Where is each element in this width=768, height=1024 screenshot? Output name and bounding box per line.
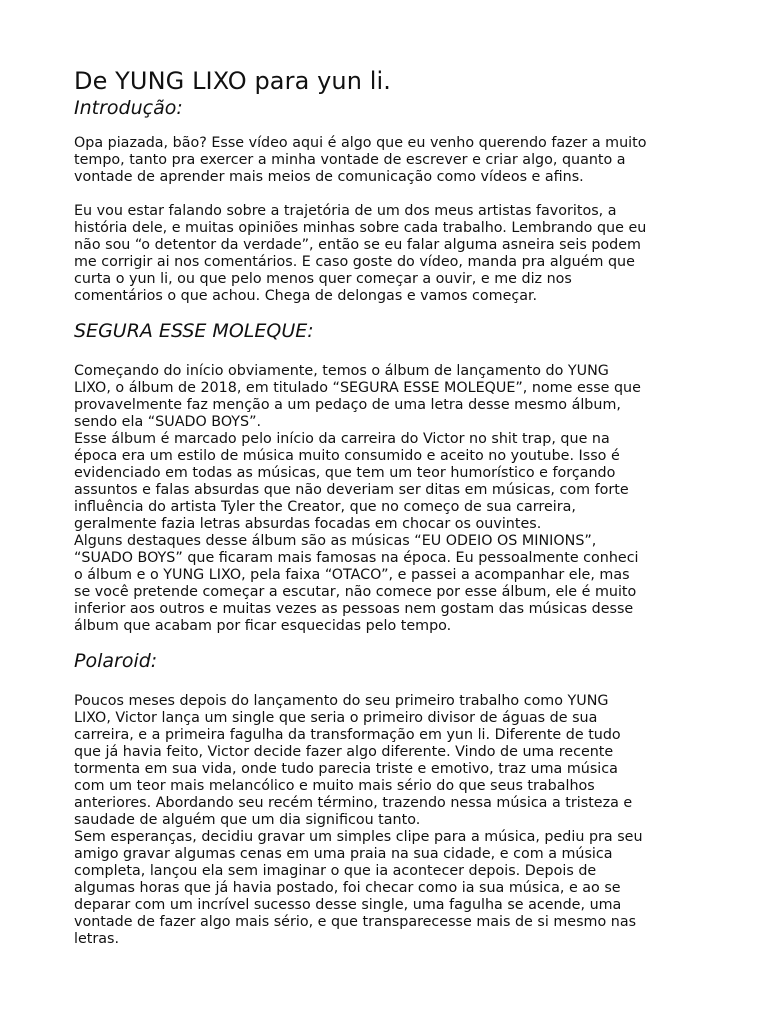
text-line: inferior aos outros e muitas vezes as pessoas nem gostam das músicas desse bbox=[74, 601, 634, 617]
text-line: Esse álbum é marcado pelo início da carreira do Victor no shit trap, que na bbox=[74, 431, 610, 447]
text-line: curta o yun li, ou que pelo menos quer começar a ouvir, e me diz nos bbox=[74, 271, 572, 287]
text-line: Eu vou estar falando sobre a trajetória de um dos meus artistas favoritos, a bbox=[74, 203, 617, 219]
text-line: sendo ela “SUADO BOYS”. bbox=[74, 414, 262, 430]
text-line: Começando do início obviamente, temos o álbum de lançamento do YUNG bbox=[74, 363, 609, 379]
section-1-paragraph bbox=[74, 363, 698, 635]
text-line: tormenta em sua vida, onde tudo parecia triste e emotivo, traz uma música bbox=[74, 761, 618, 777]
text-line: evidenciado em todas as músicas, que tem um teor humorístico e forçando bbox=[74, 465, 616, 481]
text-line: não sou “o detentor da verdade”, então se eu falar alguma asneira seis podem bbox=[74, 237, 641, 253]
text-line: deparar com um incrível sucesso desse single, uma fagulha se acende, uma bbox=[74, 897, 622, 913]
section-heading-polaroid: Polaroid: bbox=[74, 650, 158, 672]
text-line: época era um estilo de música muito consumido e aceito no youtube. Isso é bbox=[74, 448, 620, 464]
text-line: “SUADO BOYS” que ficaram mais famosas na época. Eu pessoalmente conheci bbox=[74, 550, 639, 566]
text-line: letras. bbox=[74, 931, 120, 947]
text-line: álbum que acabam por ficar esquecidas pelo tempo. bbox=[74, 618, 452, 634]
intro-paragraph-1 bbox=[74, 135, 698, 186]
text-line: comentários o que achou. Chega de delongas e vamos começar. bbox=[74, 288, 538, 304]
document-body bbox=[74, 66, 698, 948]
text-line: anteriores. Abordando seu recém término, trazendo nessa música a tristeza e bbox=[74, 795, 633, 811]
text-line: vontade de aprender mais meios de comunicação como vídeos e afins. bbox=[74, 169, 584, 185]
intro-heading: Introdução: bbox=[74, 97, 183, 119]
text-line: Alguns destaques desse álbum são as músicas “EU ODEIO OS MINIONS”, bbox=[74, 533, 597, 549]
text-line: que já havia feito, Victor decide fazer algo diferente. Vindo de uma recente bbox=[74, 744, 614, 760]
intro-paragraph-2 bbox=[74, 203, 698, 305]
section-heading-segura-esse-moleque: SEGURA ESSE MOLEQUE: bbox=[74, 320, 314, 342]
text-line: completa, lançou ela sem imaginar o que ia acontecer depois. Depois de bbox=[74, 863, 597, 879]
text-line: tempo, tanto pra exercer a minha vontade de escrever e criar algo, quanto a bbox=[74, 152, 626, 168]
text-line: algumas horas que já havia postado, foi checar como ia sua música, e ao se bbox=[74, 880, 621, 896]
text-line: com um teor mais melancólico e muito mais sério do que seus trabalhos bbox=[74, 778, 595, 794]
text-line: assuntos e falas absurdas que não deveriam ser ditas em músicas, com forte bbox=[74, 482, 629, 498]
text-line: carreira, e a primeira fagulha da transformação em yun li. Diferente de tudo bbox=[74, 727, 621, 743]
text-line: Sem esperanças, decidiu gravar um simples clipe para a música, pediu pra seu bbox=[74, 829, 643, 845]
text-line: Opa piazada, bão? Esse vídeo aqui é algo que eu venho querendo fazer a muito bbox=[74, 135, 647, 151]
text-line: o álbum e o YUNG LIXO, pela faixa “OTACO”, e passei a acompanhar ele, mas bbox=[74, 567, 630, 583]
text-line: geralmente fazia letras absurdas focadas em chocar os ouvintes. bbox=[74, 516, 542, 532]
text-line: LIXO, o álbum de 2018, em titulado “SEGURA ESSE MOLEQUE”, nome esse que bbox=[74, 380, 641, 396]
text-line: vontade de fazer algo mais sério, e que transparecesse mais de si mesmo nas bbox=[74, 914, 637, 930]
text-line: se você pretende começar a escutar, não comece por esse álbum, ele é muito bbox=[74, 584, 637, 600]
section-2-paragraph bbox=[74, 693, 698, 948]
text-line: me corrigir ai nos comentários. E caso goste do vídeo, manda pra alguém que bbox=[74, 254, 635, 270]
text-line: influência do artista Tyler the Creator, que no começo de sua carreira, bbox=[74, 499, 576, 515]
text-line: saudade de alguém que um dia significou tanto. bbox=[74, 812, 421, 828]
document-title: De YUNG LIXO para yun li. bbox=[74, 67, 392, 95]
text-line: história dele, e muitas opiniões minhas sobre cada trabalho. Lembrando que eu bbox=[74, 220, 647, 236]
text-line: LIXO, Victor lança um single que seria o primeiro divisor de águas de sua bbox=[74, 710, 598, 726]
text-line: Poucos meses depois do lançamento do seu primeiro trabalho como YUNG bbox=[74, 693, 609, 709]
text-line: provavelmente faz menção a um pedaço de uma letra desse mesmo álbum, bbox=[74, 397, 621, 413]
text-line: amigo gravar algumas cenas em uma praia na sua cidade, e com a música bbox=[74, 846, 613, 862]
